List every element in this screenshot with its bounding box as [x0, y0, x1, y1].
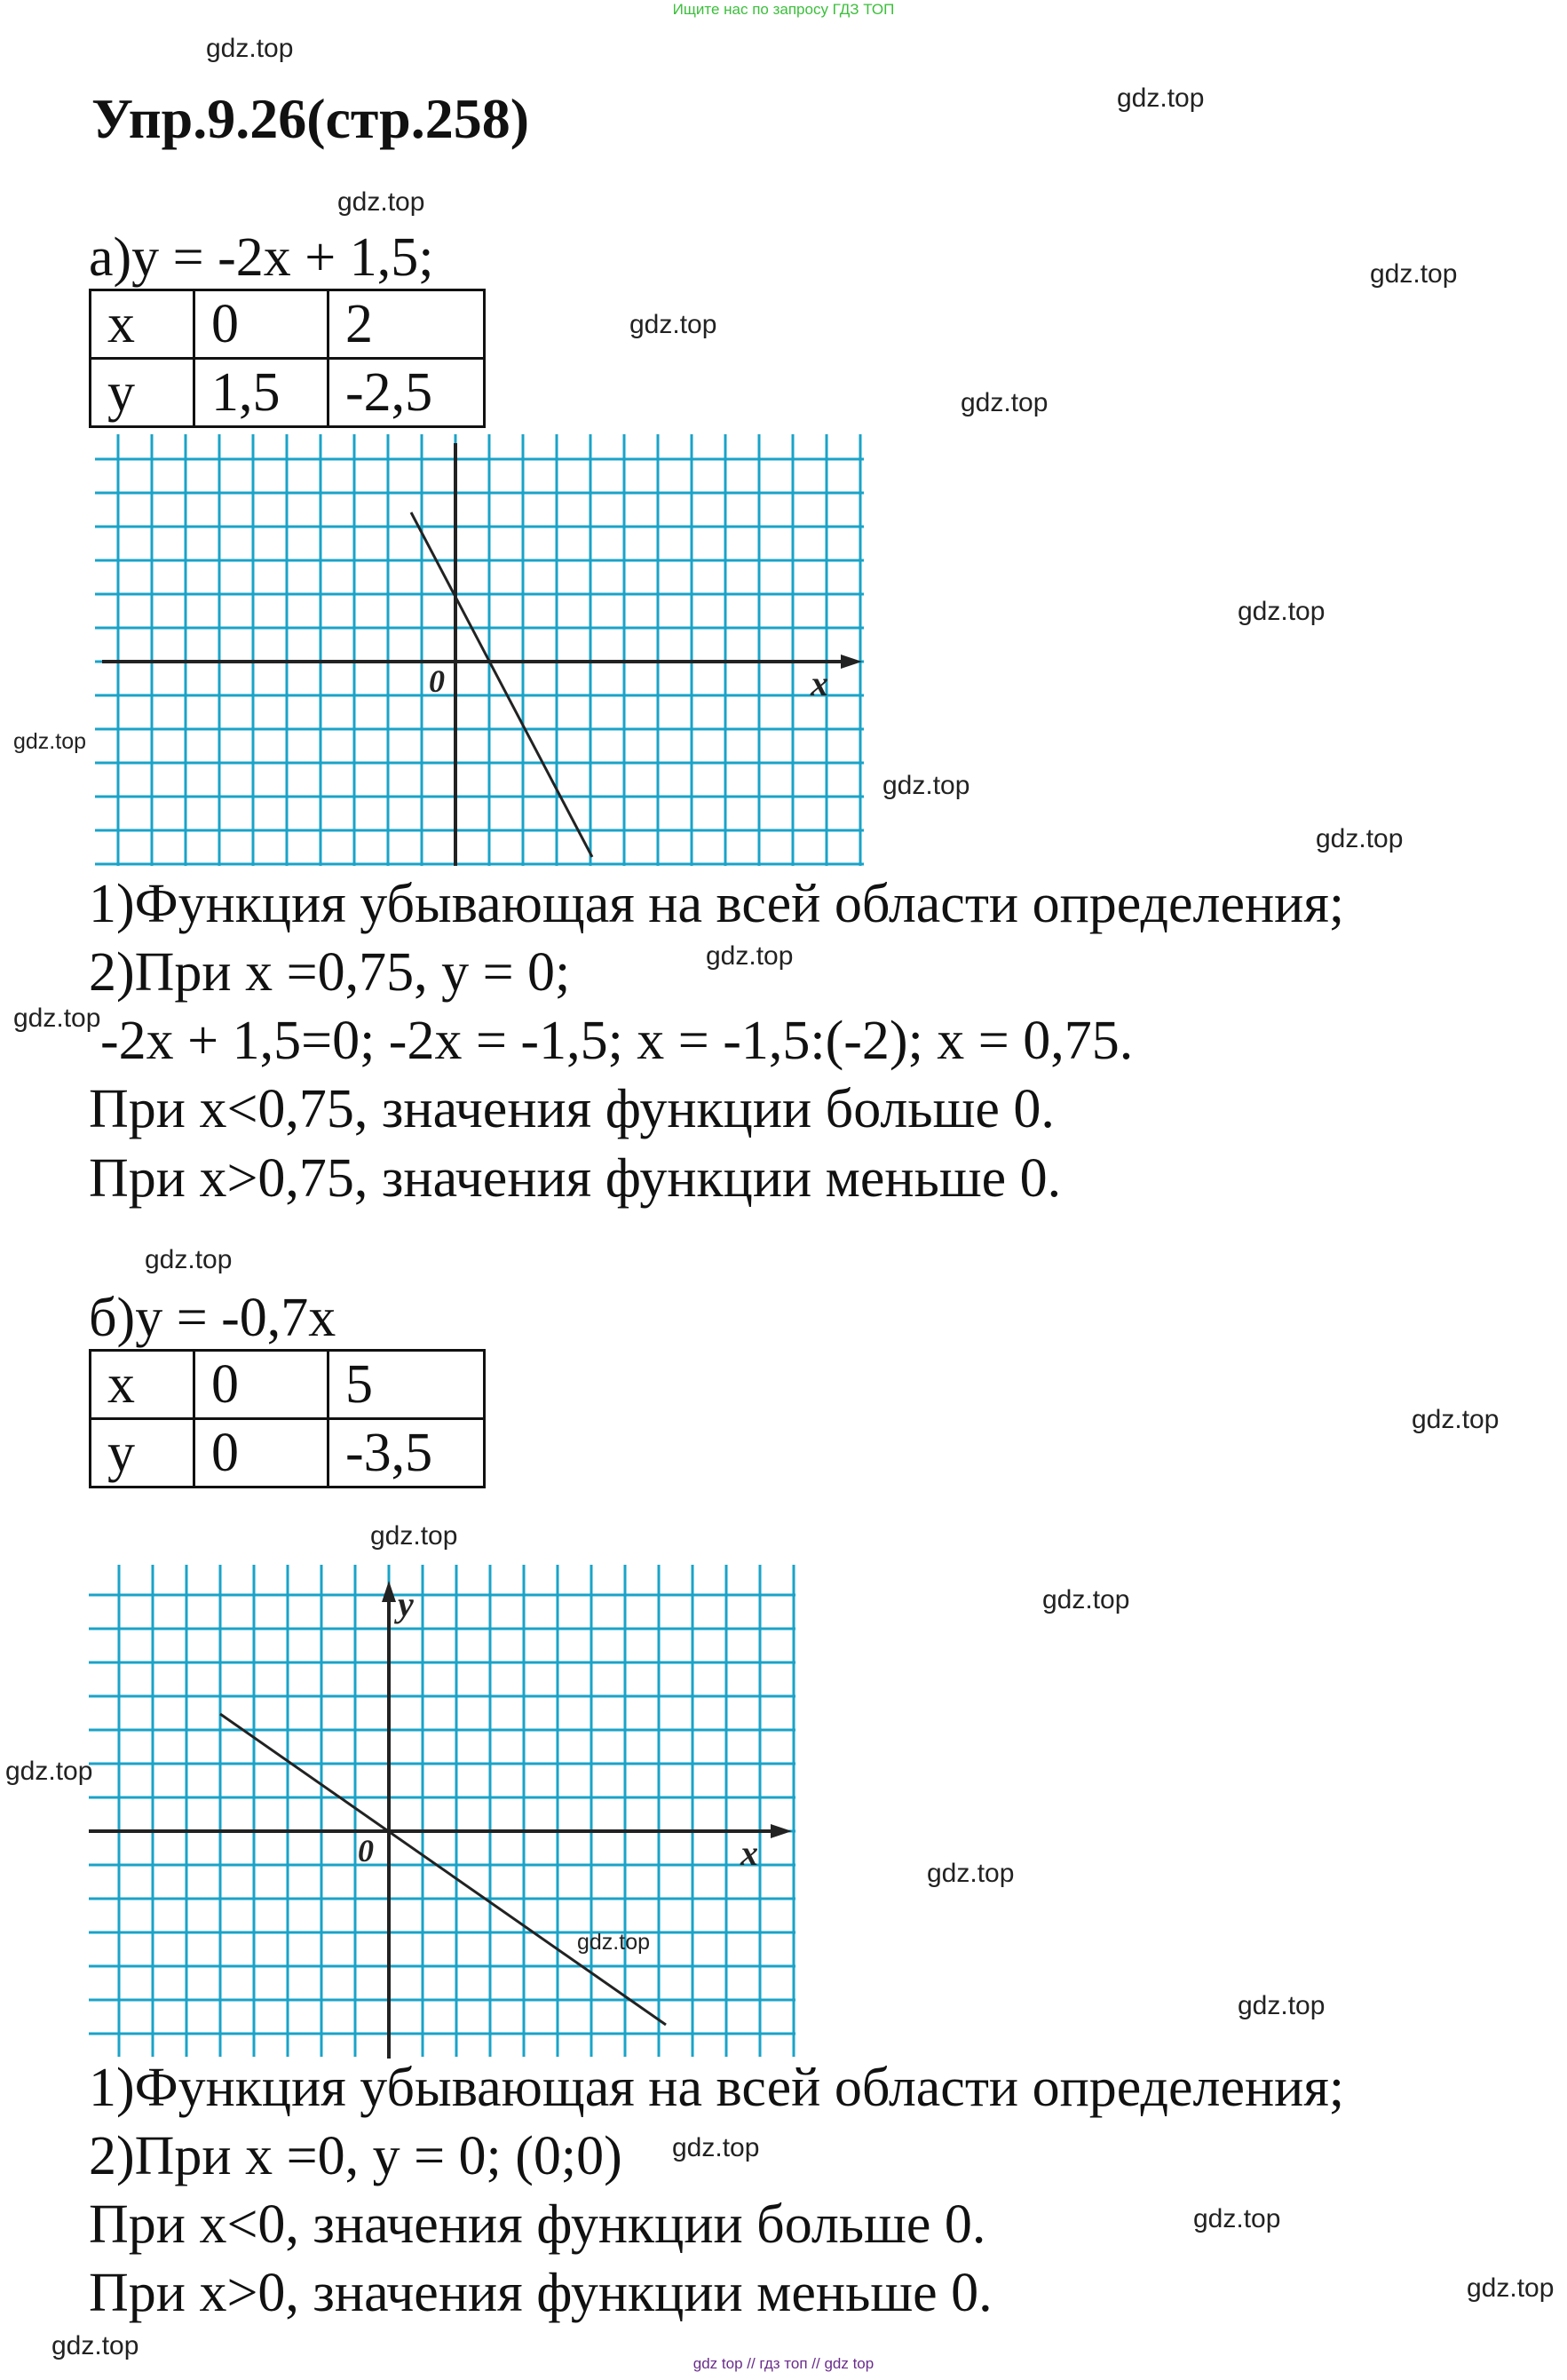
table-cell: 0 — [194, 1419, 328, 1488]
bottom-banner: gdz top // гдз топ // gdz top — [692, 2355, 875, 2372]
graph-b — [87, 1563, 797, 2059]
y-axis-label: y — [398, 1584, 414, 1624]
x-axis-label: x — [811, 663, 828, 703]
table-row — [91, 359, 485, 427]
table-cell: 0 — [194, 290, 328, 359]
top-banner: Ищите нас по запросу ГДЗ ТОП — [672, 1, 895, 18]
table-cell: 0 — [194, 1351, 328, 1419]
x-axis-arrow — [771, 1824, 792, 1838]
watermark: gdz.top — [206, 34, 294, 63]
table-cell: 5 — [328, 1351, 485, 1419]
table-row — [91, 290, 485, 359]
table-cell: -2,5 — [328, 359, 485, 427]
exercise-title: Упр.9.26(стр.258) — [91, 87, 530, 150]
watermark: gdz.top — [961, 388, 1049, 417]
watermark: gdz.top — [1193, 2204, 1281, 2233]
watermark: gdz.top — [577, 1930, 651, 1955]
table-cell: 1,5 — [194, 359, 328, 427]
table-cell: х — [91, 290, 194, 359]
table-row — [91, 1351, 485, 1419]
table-row — [91, 1419, 485, 1488]
table-cell: -3,5 — [328, 1419, 485, 1488]
part-a-formula: а)у = -2х + 1,5; — [89, 227, 434, 288]
part-b-line-1: 1)Функция убывающая на всей области определения; — [89, 2058, 1345, 2118]
watermark: gdz.top — [1467, 2273, 1555, 2303]
watermark: gdz.top — [1238, 1991, 1326, 2020]
watermark: gdz.top — [1117, 83, 1205, 113]
watermark: gdz.top — [51, 2331, 139, 2360]
table-cell: у — [91, 1419, 194, 1488]
watermark: gdz.top — [1412, 1405, 1500, 1434]
watermark: gdz.top — [672, 2133, 760, 2162]
graph-a — [93, 432, 866, 868]
origin-label: 0 — [358, 1833, 374, 1868]
part-a-line-4: При х<0,75, значения функции больше 0. — [89, 1079, 1055, 1139]
watermark: gdz.top — [1316, 824, 1404, 853]
y-axis-arrow — [382, 1581, 396, 1602]
x-axis-arrow — [841, 654, 862, 669]
part-b-formula: б)у = -0,7х — [89, 1288, 336, 1348]
watermark: gdz.top — [5, 1757, 93, 1786]
watermark: gdz.top — [145, 1245, 233, 1274]
watermark: gdz.top — [1042, 1585, 1130, 1614]
watermark: gdz.top — [1370, 259, 1458, 289]
table-cell: у — [91, 359, 194, 427]
watermark: gdz.top — [629, 310, 717, 339]
table-cell: х — [91, 1351, 194, 1419]
watermark: gdz.top — [13, 729, 87, 754]
part-a-line-3: -2х + 1,5=0; -2х = -1,5; х = -1,5:(-2); х = 0,75. — [100, 1011, 1134, 1071]
watermark: gdz.top — [706, 941, 794, 971]
watermark: gdz.top — [337, 187, 425, 217]
part-a-line-5: При х>0,75, значения функции меньше 0. — [89, 1148, 1062, 1209]
part-b-line-2: 2)При х =0, у = 0; (0;0) — [89, 2126, 622, 2186]
watermark: gdz.top — [927, 1859, 1015, 1888]
part-b-value-table — [89, 1349, 486, 1488]
part-a-line-1: 1)Функция убывающая на всей области определения; — [89, 874, 1345, 934]
watermark: gdz.top — [1238, 597, 1326, 626]
watermark: gdz.top — [13, 1004, 101, 1033]
x-axis-label: x — [740, 1833, 758, 1873]
part-a-line-2: 2)При х =0,75, у = 0; — [89, 942, 571, 1003]
watermark: gdz.top — [370, 1521, 458, 1551]
graph-grid — [95, 434, 864, 866]
part-b-line-4: При х>0, значения функции меньше 0. — [89, 2263, 993, 2323]
graph-grid — [89, 1565, 795, 2057]
table-cell: 2 — [328, 290, 485, 359]
part-b-line-3: При х<0, значения функции больше 0. — [89, 2194, 986, 2255]
watermark: gdz.top — [882, 771, 970, 800]
origin-label: 0 — [429, 663, 445, 699]
part-a-value-table — [89, 289, 486, 428]
